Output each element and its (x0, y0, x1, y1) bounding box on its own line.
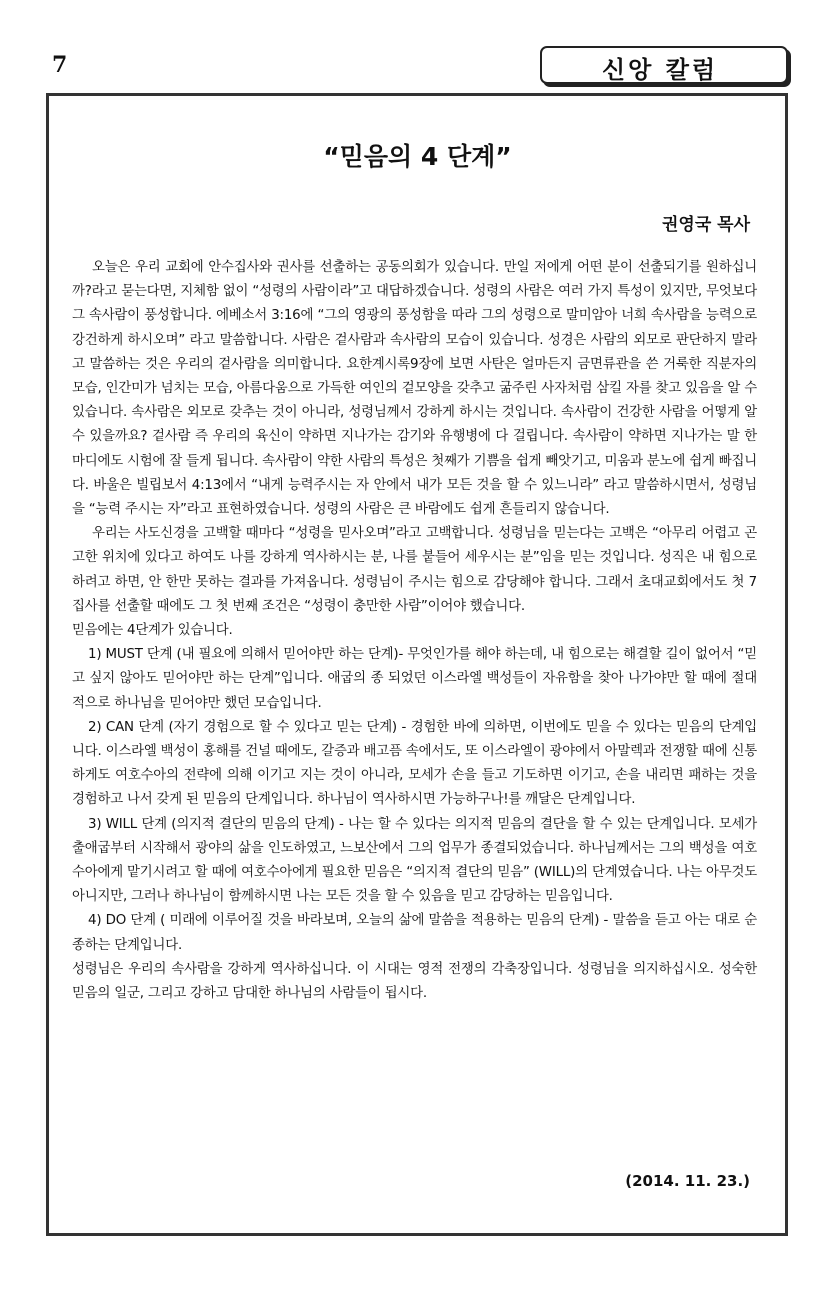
article-title: “믿음의 4 단계” (323, 142, 512, 171)
faith-step-can: 2) CAN 단계 (자기 경험으로 할 수 있다고 믿는 단계) - 경험한 바에 의하면, 이번에도 믿을 수 있다는 믿음의 단계입니다. 이스라엘 백성이 홍해를 건널 때에도, 갈증과 배고픔 속에서도, 또 이스라엘이 광야에서 아말렉과 전쟁할 때에 신통하게도 여호수아의 전략에 의해 이기고 지는 것이 아니라, 모세가 손을 들고 기도하면 이기고, 손을 내리면 패하는 것을 경험하고 나서 갖게 된 믿음의 단계입니다. 하나님이 역사하시면 가능하구나!를 깨달은 단계입니다. (72, 719, 757, 808)
closing-paragraph: 성령님은 우리의 속사람을 강하게 역사하십니다. 이 시대는 영적 전쟁의 각축장입니다. 성령님을 의지하십시오. 성숙한 믿음의 일군, 그리고 강하고 담대한 하나님의 사람들이 됩시다. (72, 961, 757, 1002)
page-number: 7 (52, 52, 68, 78)
body-paragraph: 오늘은 우리 교회에 안수집사와 권사를 선출하는 공동의회가 있습니다. 만일 저에게 어떤 분이 선출되기를 원하십니까?라고 묻는다면, 지체함 없이 “성령의 사람이라”고 대답하겠습니다. 성령의 사람은 여러 가지 특성이 있지만, 무엇보다 그 속사람이 풍성합니다. 에베소서 3:16에 “그의 영광의 풍성함을 따라 그의 성령으로 말미암아 너희 속사람을 능력으로 강건하게 하시오며” 라고 말씀합니다. 사람은 겉사람과 속사람의 모습이 있습니다. 성경은 사람의 외모로 판단하지 말라고 말씀하는 것은 우리의 겉사람을 의미합니다. 요한계시록9장에 보면 사탄은 얼마든지 금면류관을 쓴 거룩한 직분자의 모습, 인간미가 넘치는 모습, 아름다움으로 가득한 여인의 겉모양을 갖추고 굶주린 사자처럼 삼킬 자를 찾고 있음을 알 수 있습니다. 속사람은 외모로 갖추는 것이 아니라, 성령님께서 강하게 하시는 것입니다. 속사람이 건강한 사람을 어떻게 알 수 있을까요? 겉사람 즉 우리의 육신이 약하면 지나가는 감기와 유행병에 다 걸립니다. 속사람이 약하면 지나가는 말 한마디에도 시험에 잘 들게 됩니다. 속사람이 약한 사람의 특성은 첫째가 기쁨을 쉽게 빼앗기고, 미움과 분노에 쉽게 빠집니다. 바울은 빌립보서 4:13에서 “내게 능력주시는 자 안에서 내가 모든 것을 할 수 있느니라” 라고 말씀하시면서, 성령님을 “능력 주시는 자”라고 표현하였습니다. 성령의 사람은 큰 바람에도 쉽게 흔들리지 않습니다. (72, 260, 757, 518)
column-label-box (540, 46, 788, 84)
article-date: (2014. 11. 23.) (625, 1172, 750, 1190)
faith-step-will: 3) WILL 단계 (의지적 결단의 믿음의 단계) - 나는 할 수 있다는 의지적 믿음의 결단을 할 수 있는 단계입니다. 모세가 출애굽부터 시작해서 광야의 삶을 인도하였고, 느보산에서 그의 업무가 종결되었습니다. 하나님께서는 그의 백성을 여호수아에게 맡기시려고 할 때에 여호수아에게 필요한 믿음은 “의지적 결단의 믿음” (WILL)의 단계였습니다. 나는 아무것도 아니지만, 그러나 하나님이 함께하시면 나는 모든 것을 할 수 있음을 믿고 감당하는 믿음입니다. (72, 816, 757, 905)
body-paragraph: 믿음에는 4단계가 있습니다. (72, 623, 233, 639)
body-paragraph: 우리는 사도신경을 고백할 때마다 “성령을 믿사오며”라고 고백합니다. 성령님을 믿는다는 고백은 “아무리 어렵고 곤고한 위치에 있다고 하여도 나를 강하게 역사하시는 분, 나를 붙들어 세우시는 분”임을 믿는 것입니다. 성직은 내 힘으로 하려고 하면, 안 한만 못하는 결과를 가져옵니다. 성령님이 주시는 힘으로 감당해야 합니다. 그래서 초대교회에서도 첫 7집사를 선출할 때에도 그 첫 번째 조건은 “성령이 충만한 사람”이어야 했습니다. (72, 526, 757, 614)
column-label: 신앙 칼럼 (602, 56, 719, 84)
article-body (72, 256, 757, 1006)
article-author: 권영국 목사 (661, 215, 750, 235)
faith-step-do: 4) DO 단계 ( 미래에 이루어질 것을 바라보며, 오늘의 삶에 말씀을 적용하는 믿음의 단계) - 말씀을 듣고 아는 대로 순종하는 단계입니다. (72, 913, 757, 953)
faith-step-must: 1) MUST 단계 (내 필요에 의해서 믿어야만 하는 단계)- 무엇인가를 해야 하는데, 내 힘으로는 해결할 길이 없어서 “믿고 싶지 않아도 믿어야만 하는 단계”입니다. 애굽의 종 되었던 이스라엘 백성들이 자유함을 찾아 나가야만 할 때에 절대적으로 하나님을 믿어야만 했던 모습입니다. (72, 647, 757, 711)
